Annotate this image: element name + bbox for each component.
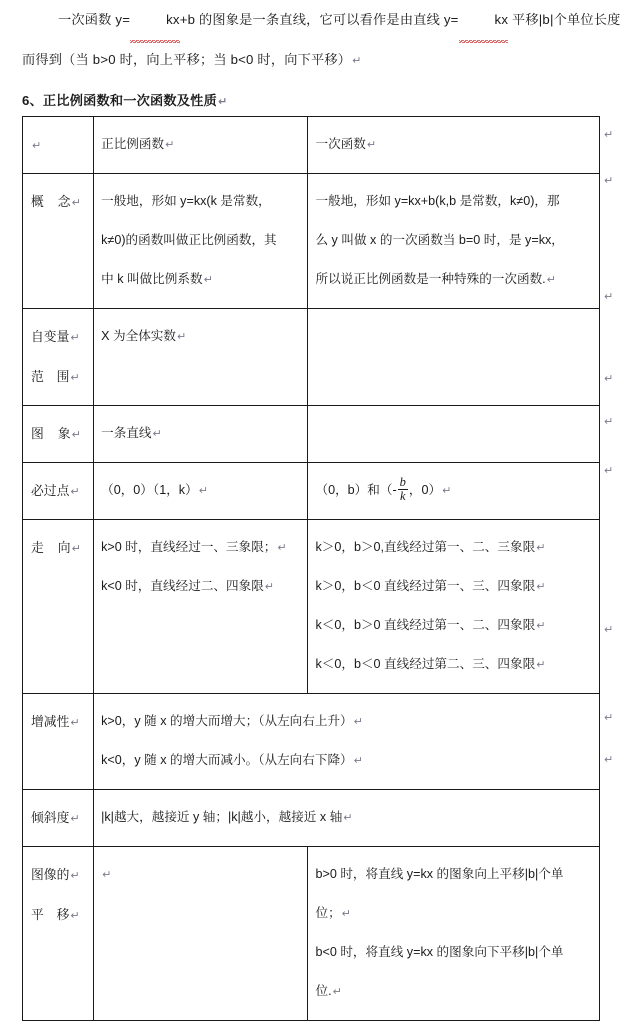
label-char: 概 bbox=[31, 194, 44, 209]
pilcrow-icon: ↵ bbox=[604, 415, 614, 428]
table-row-fixed-points bbox=[23, 463, 600, 520]
pilcrow-icon: ↵ bbox=[165, 138, 175, 151]
label-char: 倾斜度 bbox=[31, 810, 70, 825]
cell-graph-proportional bbox=[94, 406, 308, 463]
text-line: k＞0，b＜0 直线经过第一、三、四象限 bbox=[315, 579, 536, 593]
text-line: k＜0，b＜0 直线经过第二、三、四象限 bbox=[315, 657, 536, 671]
label-char: 平 移 bbox=[31, 907, 70, 922]
pilcrow-icon: ↵ bbox=[70, 869, 80, 882]
pilcrow-icon: ↵ bbox=[536, 541, 546, 554]
table-header-row bbox=[23, 117, 600, 174]
pilcrow-icon: ↵ bbox=[217, 95, 228, 108]
intro-paragraph-1 bbox=[22, 0, 621, 40]
intro-paragraph-2 bbox=[22, 40, 602, 81]
intro-line1-suffix: 平移|b|个单位长度 bbox=[508, 12, 621, 27]
cell-domain-proportional bbox=[94, 309, 308, 406]
label-char: 图像的 bbox=[31, 867, 70, 882]
label-char: 向 bbox=[57, 540, 71, 555]
pilcrow-icon: ↵ bbox=[176, 330, 187, 343]
cell-concept-linear bbox=[308, 174, 600, 309]
pilcrow-icon: ↵ bbox=[70, 371, 80, 384]
row-label-concept bbox=[23, 174, 94, 309]
header-cell-proportional bbox=[94, 117, 308, 174]
pilcrow-icon: ↵ bbox=[366, 138, 377, 151]
text-line: |k|越大，越接近 y 轴；|k|越小，越接近 x 轴 bbox=[101, 810, 343, 824]
cell-fixed-points-linear bbox=[308, 463, 600, 520]
pilcrow-icon: ↵ bbox=[203, 273, 213, 286]
row-label-slope bbox=[23, 790, 94, 847]
text-line: k＜0，b＞0 直线经过第一、二、四象限 bbox=[315, 618, 536, 632]
cell-translation-proportional bbox=[94, 847, 308, 1021]
pilcrow-icon: ↵ bbox=[353, 715, 363, 728]
pilcrow-icon: ↵ bbox=[341, 907, 351, 920]
spellcheck-kx-2 bbox=[459, 0, 509, 40]
text-line: 一般地，形如 y=kx(k 是常数， bbox=[101, 194, 271, 208]
pilcrow-icon: ↵ bbox=[71, 542, 81, 555]
pilcrow-icon: ↵ bbox=[152, 427, 162, 440]
fraction-numerator: b bbox=[399, 474, 406, 489]
pilcrow-icon: ↵ bbox=[70, 331, 80, 344]
cell-concept-proportional bbox=[94, 174, 308, 309]
fraction-prefix: （0，b）和（- bbox=[315, 483, 397, 497]
label-char: 走 bbox=[31, 540, 44, 555]
text-line: k>0，y 随 x 的增大而增大；（从左向右上升） bbox=[101, 714, 353, 728]
text-line: b>0 时，将直线 y=kx 的图象向上平移|b|个单 bbox=[315, 867, 564, 881]
text-line: k≠0)的函数叫做正比例函数，其 bbox=[101, 233, 277, 247]
text-line: k<0 时，直线经过二、四象限 bbox=[101, 579, 264, 593]
pilcrow-icon: ↵ bbox=[604, 174, 614, 187]
formula-kx-2: kx bbox=[494, 12, 509, 27]
pilcrow-icon: ↵ bbox=[277, 541, 287, 554]
table-row-translation bbox=[23, 847, 600, 1021]
fraction-b-over-k bbox=[398, 476, 408, 503]
pilcrow-icon: ↵ bbox=[264, 580, 275, 593]
intro-line2-text: 而得到（当 b>0 时，向上平移；当 b<0 时，向下平移） bbox=[22, 52, 352, 67]
section-number: 6、 bbox=[22, 93, 43, 108]
pilcrow-icon: ↵ bbox=[353, 754, 363, 767]
table-row-domain bbox=[23, 309, 600, 406]
pilcrow-icon: ↵ bbox=[442, 484, 452, 497]
fraction-denominator: k bbox=[398, 489, 408, 503]
header-label-proportional: 正比例函数 bbox=[101, 137, 165, 151]
cell-translation-linear bbox=[308, 847, 600, 1021]
cell-fixed-points-proportional bbox=[94, 463, 308, 520]
cell-domain-linear bbox=[308, 309, 600, 406]
pilcrow-icon: ↵ bbox=[604, 128, 614, 141]
table-row-concept bbox=[23, 174, 600, 309]
fraction-expression bbox=[315, 474, 442, 503]
text-line: 位. bbox=[315, 984, 332, 998]
label-char: 范 围 bbox=[31, 369, 70, 384]
pilcrow-icon: ↵ bbox=[536, 658, 546, 671]
pilcrow-icon: ↵ bbox=[70, 909, 80, 922]
text-line: k＞0，b＞0,直线经过第一、二、三象限 bbox=[315, 540, 536, 554]
row-label-fixed-points bbox=[23, 463, 94, 520]
pilcrow-icon: ↵ bbox=[70, 485, 80, 498]
intro-text-block bbox=[22, 0, 621, 122]
row-label-graph bbox=[23, 406, 94, 463]
table-row-monotonicity bbox=[23, 694, 600, 790]
row-label-direction bbox=[23, 520, 94, 694]
pilcrow-icon: ↵ bbox=[102, 868, 112, 881]
text-line: 一般地，形如 y=kx+b(k,b 是常数，k≠0)，那 bbox=[315, 194, 560, 208]
text-line: k<0，y 随 x 的增大而减小。（从左向右下降） bbox=[101, 753, 353, 767]
header-cell-corner bbox=[23, 117, 94, 174]
pilcrow-icon: ↵ bbox=[70, 716, 80, 729]
formula-kx-1: kx bbox=[166, 12, 180, 27]
row-label-monotonicity bbox=[23, 694, 94, 790]
pilcrow-icon: ↵ bbox=[604, 372, 614, 385]
pilcrow-icon: ↵ bbox=[604, 464, 614, 477]
fraction-suffix: ，0） bbox=[408, 483, 442, 497]
pilcrow-icon: ↵ bbox=[71, 196, 81, 209]
label-char: 增减性 bbox=[31, 714, 70, 729]
pilcrow-icon: ↵ bbox=[198, 484, 208, 497]
table-row-graph bbox=[23, 406, 600, 463]
text-line: 位； bbox=[315, 906, 341, 920]
pilcrow-icon: ↵ bbox=[32, 139, 42, 152]
text-line: 所以说正比例函数是一种特殊的一次函数. bbox=[315, 272, 546, 286]
text-line: X 为全体实数 bbox=[101, 329, 176, 343]
cell-direction-proportional bbox=[94, 520, 308, 694]
pilcrow-icon: ↵ bbox=[536, 619, 546, 632]
pilcrow-icon: ↵ bbox=[604, 711, 614, 724]
pilcrow-icon: ↵ bbox=[546, 273, 556, 286]
pilcrow-icon: ↵ bbox=[352, 54, 362, 67]
text-line: 中 k 叫做比例系数 bbox=[101, 272, 203, 286]
function-comparison-table bbox=[22, 116, 600, 1021]
pilcrow-icon: ↵ bbox=[343, 811, 353, 824]
pilcrow-icon: ↵ bbox=[332, 985, 342, 998]
pilcrow-icon: ↵ bbox=[71, 428, 81, 441]
text-line: 么 y 叫做 x 的一次函数当 b=0 时，是 y=kx， bbox=[315, 233, 564, 247]
text-line: k>0 时，直线经过一、三象限； bbox=[101, 540, 277, 554]
text-line: （0，0）（1，k） bbox=[101, 483, 198, 497]
text-line: b<0 时，将直线 y=kx 的图象向下平移|b|个单 bbox=[315, 945, 564, 959]
cell-graph-linear bbox=[308, 406, 600, 463]
label-char: 必过点 bbox=[31, 483, 70, 498]
label-char: 象 bbox=[57, 426, 71, 441]
row-label-translation bbox=[23, 847, 94, 1021]
label-char: 念 bbox=[57, 194, 71, 209]
intro-line1-prefix: 一次函数 y= bbox=[58, 12, 131, 27]
pilcrow-icon: ↵ bbox=[70, 812, 80, 825]
table-row-direction bbox=[23, 520, 600, 694]
section-title: 正比例函数和一次函数及性质 bbox=[42, 93, 217, 108]
label-char: 自变量 bbox=[31, 329, 70, 344]
label-char: 图 bbox=[31, 426, 44, 441]
row-label-domain bbox=[23, 309, 94, 406]
intro-line1-middle: +b 的图象是一条直线，它可以看作是由直线 y= bbox=[179, 12, 459, 27]
pilcrow-icon: ↵ bbox=[536, 580, 546, 593]
header-cell-linear bbox=[308, 117, 600, 174]
cell-slope-merged bbox=[94, 790, 600, 847]
table-row-slope bbox=[23, 790, 600, 847]
pilcrow-icon: ↵ bbox=[604, 753, 614, 766]
text-line: 一条直线 bbox=[101, 426, 152, 440]
pilcrow-icon: ↵ bbox=[604, 290, 614, 303]
cell-direction-linear bbox=[308, 520, 600, 694]
pilcrow-icon: ↵ bbox=[604, 623, 614, 636]
cell-monotonicity-merged bbox=[94, 694, 600, 790]
header-label-linear: 一次函数 bbox=[315, 137, 366, 151]
spellcheck-kx-1 bbox=[130, 0, 180, 40]
